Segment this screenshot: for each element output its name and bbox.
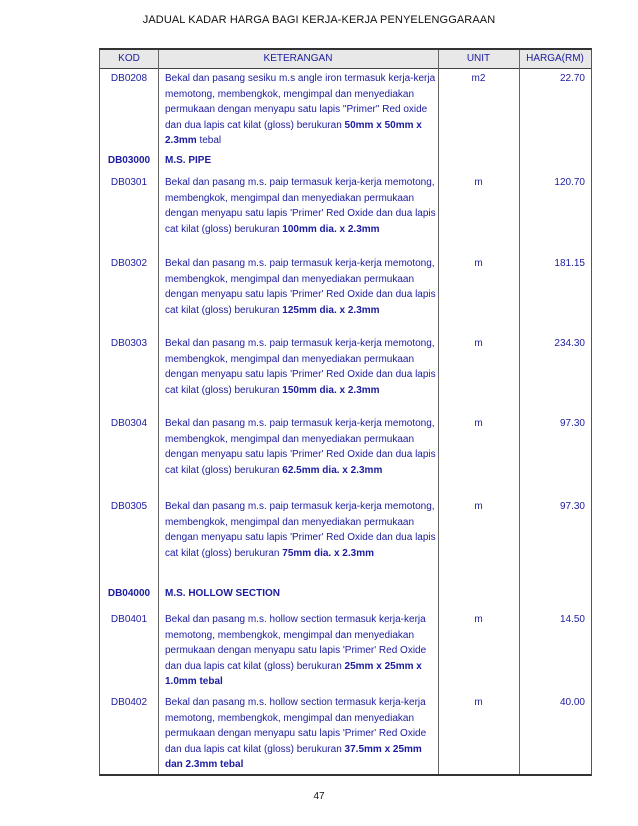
- column-divider: [519, 50, 520, 774]
- row-unit: m: [474, 697, 483, 708]
- page-title: JADUAL KADAR HARGA BAGI KERJA-KERJA PENYELENGGARAAN: [142, 14, 496, 26]
- column-divider: [158, 50, 159, 774]
- row-unit: m: [474, 418, 483, 429]
- row-code: DB0305: [110, 501, 148, 512]
- table-header: [100, 50, 591, 69]
- column-divider: [438, 50, 439, 774]
- row-price: 181.15: [554, 258, 585, 269]
- row-description: Bekal dan pasang m.s. paip termasuk kerja-kerja memotong, membengkok, mengimpal dan menyediakan permukaan dengan menyapu satu lapis 'Primer' Red Oxide dan dua lapis cat kilat (gloss) berukuran 150mm dia. x 2.3mm: [165, 338, 436, 396]
- row-price: 22.70: [559, 73, 585, 84]
- row-description: Bekal dan pasang m.s. paip termasuk kerja-kerja memotong, membengkok, mengimpal dan menyediakan permukaan dengan menyapu satu lapis 'Primer' Red Oxide dan dua lapis cat kilat (gloss) berukuran 75mm dia. x 2.3mm: [165, 501, 436, 559]
- page-number: 47: [313, 791, 325, 802]
- section-title: M.S. HOLLOW SECTION: [165, 588, 280, 599]
- row-code: DB0402: [110, 697, 148, 708]
- header-unit: UNIT: [466, 53, 491, 64]
- row-unit: m: [474, 258, 483, 269]
- row-code: DB0304: [110, 418, 148, 429]
- row-code: DB0303: [110, 338, 148, 349]
- row-unit: m2: [471, 73, 486, 84]
- row-code: DB0208: [110, 73, 148, 84]
- row-price: 97.30: [559, 501, 585, 512]
- row-description: Bekal dan pasang m.s. hollow section termasuk kerja-kerja memotong, membengkok, mengimpal dan menyediakan permukaan dengan menyapu satu lapis 'Primer' Red Oxide dan dua lapis cat kilat (gloss) berukuran 25mm x 25mm x 1.0mm tebal: [165, 614, 427, 687]
- row-description: Bekal dan pasang m.s. paip termasuk kerja-kerja memotong, membengkok, mengimpal dan menyediakan permukaan dengan menyapu satu lapis 'Primer' Red Oxide dan dua lapis cat kilat (gloss) berukuran 100mm dia. x 2.3mm: [165, 177, 436, 235]
- section-code: DB03000: [107, 155, 151, 166]
- row-description: Bekal dan pasang m.s. hollow section termasuk kerja-kerja memotong, membengkok, mengimpal dan menyediakan permukaan dengan menyapu satu lapis 'Primer' Red Oxide dan dua lapis cat kilat (gloss) berukuran 37.5mm x 25mm dan 2.3mm tebal: [165, 697, 427, 770]
- header-kod: KOD: [118, 53, 140, 64]
- row-unit: m: [474, 501, 483, 512]
- row-price: 97.30: [559, 418, 585, 429]
- row-price: 14.50: [559, 614, 585, 625]
- row-unit: m: [474, 614, 483, 625]
- section-code: DB04000: [107, 588, 151, 599]
- row-code: DB0302: [110, 258, 148, 269]
- row-price: 40.00: [559, 697, 585, 708]
- section-title: M.S. PIPE: [165, 155, 212, 166]
- header-harga: HARGA(RM): [526, 53, 584, 64]
- rate-table: [99, 48, 592, 776]
- row-price: 234.30: [554, 338, 585, 349]
- row-description: Bekal dan pasang m.s. paip termasuk kerja-kerja memotong, membengkok, mengimpal dan menyediakan permukaan dengan menyapu satu lapis 'Primer' Red Oxide dan dua lapis cat kilat (gloss) berukuran 125mm dia. x 2.3mm: [165, 258, 436, 316]
- row-description: Bekal dan pasang m.s. paip termasuk kerja-kerja memotong, membengkok, mengimpal dan menyediakan permukaan dengan menyapu satu lapis 'Primer' Red Oxide dan dua lapis cat kilat (gloss) berukuran 62.5mm dia. x 2.3mm: [165, 418, 436, 476]
- header-keterangan: KETERANGAN: [263, 53, 333, 64]
- row-unit: m: [474, 177, 483, 188]
- row-description: Bekal dan pasang sesiku m.s angle iron termasuk kerja-kerja memotong, membengkok, mengimpal dan menyediakan permukaan dengan menyapu satu lapis "Primer" Red oxide dan dua lapis cat kilat (gloss) berukuran 50mm x 50mm x 2.3mm tebal: [165, 73, 436, 146]
- row-code: DB0401: [110, 614, 148, 625]
- row-unit: m: [474, 338, 483, 349]
- row-code: DB0301: [110, 177, 148, 188]
- row-price: 120.70: [554, 177, 585, 188]
